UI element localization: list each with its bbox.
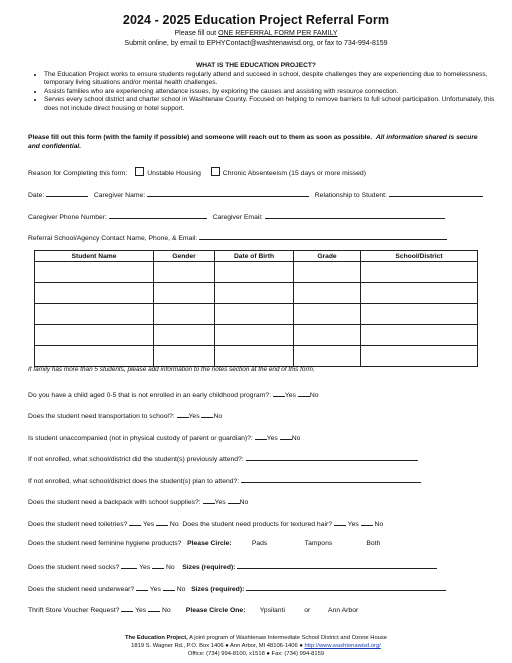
- table-header-row: [35, 251, 478, 262]
- column-header: Gender: [154, 251, 215, 262]
- question-text: Does the student need toiletries?: [28, 521, 128, 528]
- table-cell[interactable]: [215, 346, 294, 367]
- yes-label: Yes: [149, 586, 161, 593]
- table-cell[interactable]: [154, 262, 215, 283]
- yes-blank[interactable]: [334, 518, 346, 526]
- no-blank[interactable]: [361, 518, 373, 526]
- yes-label: Yes: [266, 435, 278, 442]
- caregiver-email-field[interactable]: [265, 211, 445, 219]
- one-form-emphasis: ONE REFERRAL FORM PER FAMILY: [218, 30, 338, 37]
- question-plan-school: [28, 475, 421, 485]
- table-cell[interactable]: [154, 346, 215, 367]
- table-row: [35, 346, 478, 367]
- option-ypsilanti[interactable]: Ypsilanti: [259, 607, 285, 614]
- table-cell[interactable]: [154, 325, 215, 346]
- table-cell[interactable]: [361, 325, 478, 346]
- table-cell[interactable]: [215, 304, 294, 325]
- question-feminine: [28, 540, 395, 547]
- yes-blank[interactable]: [136, 583, 148, 591]
- question-text: Does the student need underwear?: [28, 586, 135, 593]
- yes-blank[interactable]: [121, 604, 133, 612]
- student-table: [34, 250, 478, 367]
- yes-label: Yes: [135, 607, 147, 614]
- footer-website-link[interactable]: http://www.washtenawisd.org/: [304, 643, 381, 649]
- yes-blank[interactable]: [121, 561, 137, 569]
- no-blank[interactable]: [298, 389, 310, 397]
- question-text: Does the student need products for textured hair?: [182, 521, 333, 528]
- question-text: If not enrolled, what school/district does the student(s) plan to attend?:: [28, 478, 240, 485]
- about-bullet: • Serves every school district and charter school in Washtenaw County. Focused on helping to remove barriers to full school participation. Unfortunately, this does not include direct housing or hotel support.: [44, 96, 504, 113]
- option-pads[interactable]: Pads: [251, 540, 268, 547]
- no-label: No: [291, 435, 301, 442]
- instructions-note: [28, 133, 488, 151]
- one-form-notice: [0, 30, 512, 37]
- yes-label: Yes: [214, 499, 226, 506]
- yes-blank[interactable]: [203, 496, 215, 504]
- footer-org: [0, 635, 512, 641]
- question-underwear: [28, 583, 446, 593]
- form-title: 2024 - 2025 Education Project Referral Form: [122, 13, 390, 27]
- table-cell[interactable]: [361, 283, 478, 304]
- unstable-housing-checkbox[interactable]: [135, 167, 144, 176]
- question-childcare: [28, 389, 319, 399]
- table-cell[interactable]: [154, 283, 215, 304]
- question-text: Does the student need feminine hygiene products?: [28, 540, 182, 547]
- about-bullet: • The Education Project works to ensure students regularly attend and succeed in school, despite challenges they are experiencing due to homelessness, temporary living situations and/or mental health challenges.: [44, 71, 504, 88]
- sizes-label: Sizes (required):: [191, 586, 245, 593]
- table-cell[interactable]: [35, 262, 154, 283]
- no-label: No: [176, 586, 186, 593]
- table-cell[interactable]: [294, 283, 361, 304]
- please-circle-label: Please Circle:: [187, 540, 232, 547]
- date-label: Date:: [28, 192, 45, 199]
- table-note: If family has more than 5 students, please add information to the notes section at the end of this form.: [28, 366, 315, 373]
- footer-address: 1819 S. Wagner Rd., P.O. Box 1406 ● Ann Arbor, MI 48106-1406 ●: [131, 643, 305, 649]
- question-voucher: [28, 604, 369, 614]
- referral-contact-label: Referral School/Agency Contact Name, Phone, & Email:: [28, 235, 198, 242]
- yes-label: Yes: [139, 564, 151, 571]
- caregiver-phone-label: Caregiver Phone Number:: [28, 214, 107, 221]
- footer-phone: Office: (734) 994-8100, x1518 ● Fax: (734) 994-8159: [187, 651, 325, 657]
- table-cell[interactable]: [35, 346, 154, 367]
- question-text: Does the student need socks?: [28, 564, 120, 571]
- table-cell[interactable]: [361, 262, 478, 283]
- table-cell[interactable]: [361, 304, 478, 325]
- no-label: No: [169, 521, 179, 528]
- question-unaccompanied: [28, 432, 300, 442]
- yes-label: Yes: [188, 413, 200, 420]
- option-ann-arbor[interactable]: Ann Arbor: [328, 607, 359, 614]
- column-header: Grade: [294, 251, 361, 262]
- relationship-field[interactable]: [389, 189, 483, 197]
- column-header: Date of Birth: [215, 251, 294, 262]
- table-cell[interactable]: [215, 283, 294, 304]
- referral-contact-field[interactable]: [199, 232, 447, 240]
- unstable-housing-label: Unstable Housing: [147, 170, 201, 177]
- underwear-sizes-field[interactable]: [246, 583, 446, 591]
- question-backpack: [28, 496, 248, 506]
- no-blank[interactable]: [163, 583, 175, 591]
- footer-org-desc: A joint program of Washtenaw Intermediate School District and Ozone House: [187, 635, 388, 641]
- about-heading: WHAT IS THE EDUCATION PROJECT?: [196, 62, 316, 69]
- table-cell[interactable]: [154, 304, 215, 325]
- no-blank[interactable]: [152, 561, 164, 569]
- no-label: No: [239, 499, 249, 506]
- yes-blank[interactable]: [129, 518, 141, 526]
- option-both[interactable]: Both: [366, 540, 381, 547]
- socks-sizes-field[interactable]: [237, 561, 437, 569]
- sizes-label: Sizes (required):: [182, 564, 236, 571]
- no-label: No: [309, 392, 319, 399]
- submission-instructions: Submit online, by email to EPHYContact@washtenawisd.org, or fax to 734-994-8159: [124, 40, 388, 47]
- about-bullet: • Assists families who are experiencing attendance issues, by exploring the causes and assisting with resource connection.: [44, 88, 504, 96]
- table-cell[interactable]: [35, 325, 154, 346]
- option-tampons[interactable]: Tampons: [304, 540, 333, 547]
- question-text: Is student unaccompanied (not in physical custody of parent or guardian)?:: [28, 435, 253, 442]
- reason-row: [28, 167, 366, 177]
- please-circle-one-label: Please Circle One:: [185, 607, 246, 614]
- footer-address-line: [0, 643, 512, 649]
- date-caregiver-row: [28, 189, 483, 199]
- table-cell[interactable]: [215, 262, 294, 283]
- yes-label: Yes: [347, 521, 359, 528]
- previous-school-field[interactable]: [246, 453, 418, 461]
- reason-label: Reason for Completing this form:: [28, 170, 128, 177]
- no-blank[interactable]: [280, 432, 292, 440]
- relationship-label: Relationship to Student:: [314, 192, 387, 199]
- footer-org-name: The Education Project,: [124, 635, 188, 641]
- caregiver-phone-field[interactable]: [109, 211, 207, 219]
- chronic-absenteeism-checkbox[interactable]: [211, 167, 220, 176]
- caregiver-email-label: Caregiver Email:: [212, 214, 263, 221]
- table-cell[interactable]: [294, 262, 361, 283]
- question-text: If not enrolled, what school/district did the student(s) previously attend?:: [28, 456, 244, 463]
- table-row: [35, 325, 478, 346]
- table-cell[interactable]: [294, 346, 361, 367]
- no-label: No: [161, 607, 171, 614]
- column-header: School/District: [361, 251, 478, 262]
- yes-label: Yes: [284, 392, 296, 399]
- referral-contact-row: [28, 232, 447, 242]
- caregiver-name-field[interactable]: [147, 189, 309, 197]
- chronic-absenteeism-label: Chronic Absenteeism (15 days or more missed): [222, 170, 366, 177]
- question-text: Does the student need transportation to school?:: [28, 413, 175, 420]
- one-form-prefix: Please fill out: [174, 30, 219, 37]
- plan-school-field[interactable]: [241, 475, 421, 483]
- no-label: No: [165, 564, 175, 571]
- table-cell[interactable]: [294, 304, 361, 325]
- instructions-confidential: All information shared is secure and confidential.: [28, 134, 478, 150]
- question-text: Thrift Store Voucher Request?: [28, 607, 120, 614]
- about-bullets: [30, 71, 504, 113]
- table-cell[interactable]: [35, 304, 154, 325]
- table-cell[interactable]: [294, 325, 361, 346]
- no-blank[interactable]: [201, 410, 213, 418]
- table-row: [35, 283, 478, 304]
- table-cell[interactable]: [215, 325, 294, 346]
- question-text: Do you have a child aged 0-5 that is not enrolled in an early childhood program?:: [28, 392, 271, 399]
- table-row: [35, 262, 478, 283]
- yes-blank[interactable]: [255, 432, 267, 440]
- yes-blank[interactable]: [273, 389, 285, 397]
- date-field[interactable]: [46, 189, 88, 197]
- yes-label: Yes: [143, 521, 155, 528]
- caregiver-contact-row: [28, 211, 445, 221]
- no-label: No: [213, 413, 223, 420]
- caregiver-name-label: Caregiver Name:: [93, 192, 146, 199]
- question-transport: [28, 410, 222, 420]
- table-cell[interactable]: [361, 346, 478, 367]
- no-label: No: [374, 521, 384, 528]
- no-blank[interactable]: [228, 496, 240, 504]
- question-previous-school: [28, 453, 418, 463]
- question-socks: [28, 561, 437, 571]
- question-toiletries: [28, 518, 383, 528]
- question-text: Does the student need a backpack with school supplies?:: [28, 499, 201, 506]
- no-blank[interactable]: [156, 518, 168, 526]
- no-blank[interactable]: [148, 604, 160, 612]
- table-cell[interactable]: [35, 283, 154, 304]
- option-or: or: [304, 607, 311, 614]
- column-header: Student Name: [35, 251, 154, 262]
- instructions-bold: Please fill out this form (with the family if possible) and someone will reach out to them as soon as possible.: [28, 134, 373, 141]
- table-row: [35, 304, 478, 325]
- yes-blank[interactable]: [177, 410, 189, 418]
